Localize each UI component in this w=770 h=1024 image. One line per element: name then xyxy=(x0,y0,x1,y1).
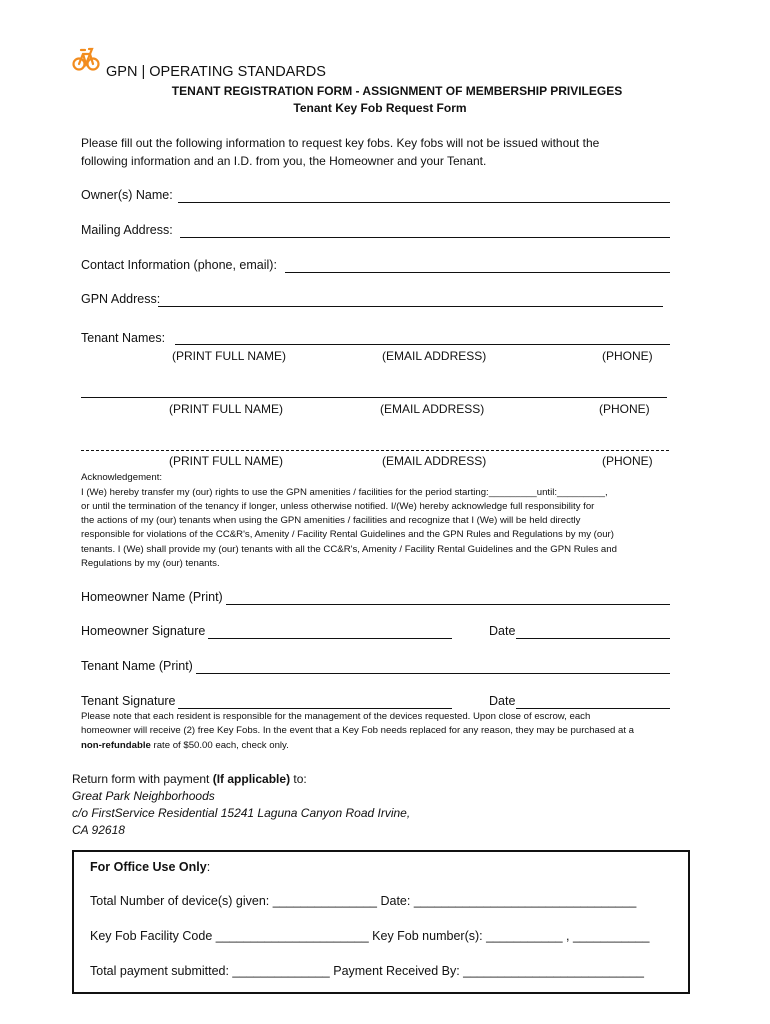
gpn-address-field[interactable] xyxy=(158,306,663,307)
office-facility-code-row[interactable]: Key Fob Facility Code ______________________ Key Fob number(s): ___________ , ___________ xyxy=(90,929,650,943)
tenant-name-field[interactable] xyxy=(196,673,670,674)
tenant-names-label: Tenant Names: xyxy=(81,331,166,345)
acknowledgement-line-5: tenants. I (We) shall provide my (our) tenants with all the CC&R's, Amenity / Facility Rental Guidelines and the GPN Rules and xyxy=(81,544,617,555)
mailing-address-field[interactable] xyxy=(180,237,670,238)
tenant-signature-field[interactable] xyxy=(178,708,452,709)
homeowner-date-label: Date xyxy=(489,624,516,638)
non-refundable-text: non-refundable xyxy=(81,740,151,751)
tenant-2-email-caption: (EMAIL ADDRESS) xyxy=(380,402,485,416)
return-address-line-3: CA 92618 xyxy=(72,823,125,837)
tenant-3-email-caption: (EMAIL ADDRESS) xyxy=(382,454,487,468)
return-address-line-1: Great Park Neighborhoods xyxy=(72,789,215,803)
note-line-2: homeowner will receive (2) free Key Fobs. In the event that a Key Fob needs replaced for any reason, they may be purchased at a xyxy=(81,725,635,736)
tenant-2-phone-caption: (PHONE) xyxy=(599,402,650,416)
homeowner-signature-field[interactable] xyxy=(208,638,452,639)
tenant-3-phone-caption: (PHONE) xyxy=(602,454,653,468)
contact-info-field[interactable] xyxy=(285,272,670,273)
contact-info-label: Contact Information (phone, email): xyxy=(81,258,277,272)
note-line-1: Please note that each resident is responsible for the management of the devices requested. Upon close of escrow, each xyxy=(81,711,591,722)
office-use-heading xyxy=(90,860,210,874)
tenant-1-name-caption: (PRINT FULL NAME) xyxy=(172,349,287,363)
homeowner-name-label: Homeowner Name (Print) xyxy=(81,590,223,604)
homeowner-date-field[interactable] xyxy=(516,638,670,639)
homeowner-name-field[interactable] xyxy=(226,604,670,605)
form-title: TENANT REGISTRATION FORM - ASSIGNMENT OF MEMBERSHIP PRIVILEGES xyxy=(171,84,623,98)
org-title: GPN | OPERATING STANDARDS xyxy=(106,64,326,80)
office-payment-row[interactable]: Total payment submitted: ______________ Payment Received By: __________________________ xyxy=(90,964,644,978)
note-line-3 xyxy=(81,739,289,754)
intro-line-2: following information and an I.D. from you, the Homeowner and your Tenant. xyxy=(81,154,487,168)
acknowledgement-line-1: I (We) hereby transfer my (our) rights to use the GPN amenities / facilities for the period starting:_________until:_________, xyxy=(81,487,608,498)
note-rate-text: rate of $50.00 each, check only. xyxy=(150,740,289,751)
tenant-signature-label: Tenant Signature xyxy=(81,694,176,708)
tenant-2-field[interactable] xyxy=(81,397,667,398)
tenant-2-name-caption: (PRINT FULL NAME) xyxy=(169,402,284,416)
tenant-1-email-caption: (EMAIL ADDRESS) xyxy=(382,349,487,363)
tenant-date-label: Date xyxy=(489,694,516,708)
office-use-box xyxy=(72,850,690,994)
tenant-3-name-caption: (PRINT FULL NAME) xyxy=(169,454,284,468)
return-if-applicable: (If applicable) xyxy=(212,772,291,786)
acknowledgement-line-4: responsible for violations of the CC&R's, Amenity / Facility Rental Guidelines and the GPN Rules and Regulations by my (our) xyxy=(81,529,614,540)
mailing-address-label: Mailing Address: xyxy=(81,223,173,237)
acknowledgement-line-2: or until the termination of the tenancy if longer, unless otherwise notified. I/(We) hereby acknowledge full responsibility for xyxy=(81,501,595,512)
tenant-date-field[interactable] xyxy=(516,708,670,709)
acknowledgement-line-3: the actions of my (our) tenants when using the GPN amenities / facilities and recognize that I (We) will be held directly xyxy=(81,515,581,526)
return-tail: to: xyxy=(290,772,307,786)
bicycle-logo-icon xyxy=(72,44,100,74)
return-address-line-2: c/o FirstService Residential 15241 Laguna Canyon Road Irvine, xyxy=(72,806,411,820)
return-lead: Return form with payment xyxy=(72,772,213,786)
return-instructions xyxy=(72,772,307,786)
owner-name-field[interactable] xyxy=(178,202,670,203)
owner-name-label: Owner(s) Name: xyxy=(81,188,173,202)
form-subtitle: Tenant Key Fob Request Form xyxy=(293,101,467,115)
office-devices-row[interactable]: Total Number of device(s) given: _______________ Date: ________________________________ xyxy=(90,894,637,908)
tenant-1-phone-caption: (PHONE) xyxy=(602,349,653,363)
gpn-address-label: GPN Address: xyxy=(81,292,161,306)
homeowner-signature-label: Homeowner Signature xyxy=(81,624,206,638)
tenant-3-field[interactable] xyxy=(81,450,669,451)
tenant-1-field[interactable] xyxy=(175,344,670,345)
office-use-heading-colon: : xyxy=(206,860,211,874)
acknowledgement-line-6: Regulations by my (our) tenants. xyxy=(81,558,220,569)
office-use-heading-text: For Office Use Only xyxy=(90,860,207,874)
intro-line-1: Please fill out the following information to request key fobs. Key fobs will not be issued without the xyxy=(81,136,600,150)
acknowledgement-heading: Acknowledgement: xyxy=(81,472,163,483)
tenant-name-label: Tenant Name (Print) xyxy=(81,659,193,673)
